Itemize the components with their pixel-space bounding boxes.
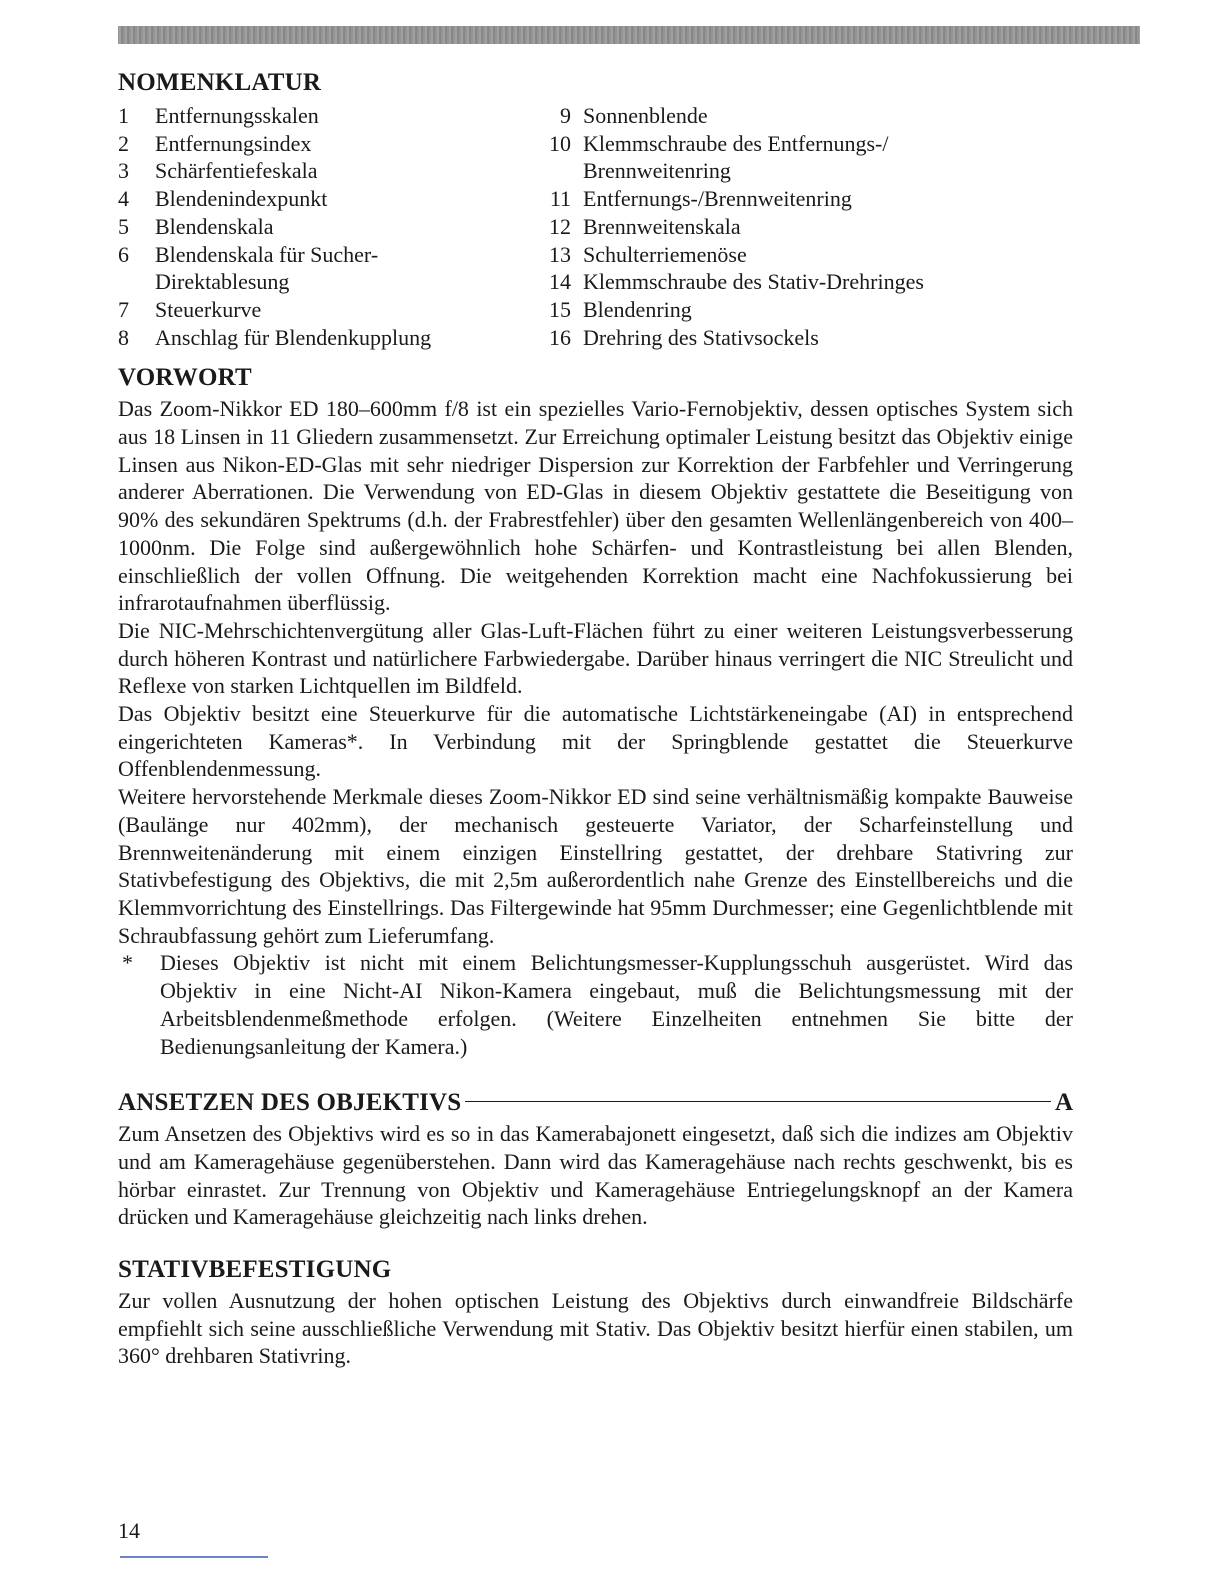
ansetzen-paragraph: Zum Ansetzen des Objektivs wird es so in das Kamerabajonett eingesetzt, daß sich die indizes am Objektiv und am Kameragehäuse gegenüberstehen. Dann wird das Kameragehäuse nach rechts geschwenkt, bis es hörbar einrastet. Zur Trennung von Objektiv und Kameragehäuse Entriegelungsknopf an der Kamera drücken und Kameragehäuse gleichzeitig nach links drehen. <box>118 1121 1073 1230</box>
item-label: Blendenring <box>583 296 692 322</box>
item-label: Schulterriemenöse <box>583 241 747 267</box>
list-item <box>533 130 1073 185</box>
list-item <box>118 241 533 296</box>
nomenclature-left-column <box>118 102 533 351</box>
list-item <box>118 213 533 241</box>
list-item <box>118 130 533 158</box>
list-item <box>118 185 533 213</box>
nomenklatur-heading: NOMENKLATUR <box>118 69 322 96</box>
item-label: Entfernungsindex <box>155 130 312 156</box>
heading-leader-line <box>465 1101 1051 1102</box>
item-number: 7 <box>118 296 129 322</box>
item-number: 11 <box>549 186 571 212</box>
list-item <box>533 185 1073 213</box>
list-item <box>118 102 533 130</box>
stativ-paragraph: Zur vollen Ausnutzung der hohen optischen Leistung des Objektivs durch einwandfreie Bildschärfe empfiehlt sich seine ausschließliche Verwendung mit Stativ. Das Objektiv besitzt hierfür einen stabilen, um 360° drehbaren Stativring. <box>118 1288 1073 1369</box>
nomenclature-right-column <box>533 102 1073 351</box>
list-item <box>118 296 533 324</box>
ansetzen-heading: ANSETZEN DES OBJEKTIVS <box>118 1089 462 1117</box>
item-number: 9 <box>560 103 571 128</box>
list-item <box>533 296 1073 324</box>
footnote <box>118 949 1073 1060</box>
nomenclature-list <box>118 102 1073 351</box>
item-number: 14 <box>549 269 571 295</box>
item-label: Klemmschraube des Entfernungs-/ Brennweitenring <box>583 130 889 184</box>
item-label: Schärfentiefeskala <box>155 158 318 184</box>
item-label: Blendenindexpunkt <box>155 186 328 212</box>
item-label: Blendenskala für Sucher- Direktablesung <box>155 241 379 295</box>
item-number: 2 <box>118 130 129 156</box>
item-number: 5 <box>118 213 129 239</box>
header-bar <box>118 26 1140 44</box>
item-number: 12 <box>549 213 571 239</box>
item-label: Steuerkurve <box>155 296 262 322</box>
item-number: 16 <box>549 324 571 350</box>
footnote-text: Dieses Objektiv ist nicht mit einem Belichtungsmesser-Kupplungsschuh ausgerüstet. Wird das Objektiv in eine Nicht-AI Nikon-Kamera eingebaut, muß die Belichtungsmessung mit der Arbeitsblendenmeßmethode erfolgen. (Weitere Einzelheiten entnehmen Sie bitte der Bedienungsanleitung der Kamera.) <box>160 950 1073 1059</box>
stativ-section <box>118 1253 1073 1370</box>
item-number: 4 <box>118 186 129 212</box>
item-label: Sonnenblende <box>583 103 708 128</box>
item-number: 3 <box>118 158 129 184</box>
item-label: Drehring des Stativsockels <box>583 324 819 350</box>
item-number: 15 <box>549 296 571 322</box>
vorwort-paragraph: Das Objektiv besitzt eine Steuerkurve für die automatische Lichtstärkeneingabe (AI) in entsprechend eingerichteten Kameras*. In Verbindung mit der Springblende gestattet die Steuerkurve Offenblendenmessung. <box>118 701 1073 782</box>
item-label: Entfernungs-/Brennweitenring <box>583 186 852 212</box>
item-label: Brennweitenskala <box>583 213 741 239</box>
item-label: Blendenskala <box>155 213 274 239</box>
item-number: 6 <box>118 241 129 267</box>
list-item <box>533 324 1073 352</box>
list-item <box>118 324 533 352</box>
vorwort-section <box>118 361 1073 1060</box>
list-item <box>533 268 1073 296</box>
vorwort-paragraph: Das Zoom-Nikkor ED 180–600mm f/8 ist ein spezielles Vario-Fernobjektiv, dessen optisches System sich aus 18 Linsen in 11 Gliedern zusammensetzt. Zur Erreichung optimaler Leistung besitzt das Objektiv einige Linsen aus Nikon-ED-Glas mit sehr niedriger Dispersion zur Korrektion der Farbfehler und Verringerung anderer Aberrationen. Die Verwendung von ED-Glas in diesem Objektiv gestattete die Beseitigung von 90% des sekundären Spektrums (d.h. der Frabrestfehler) über den gesamten Wellenlängenbereich von 400–1000nm. Die Folge sind außergewöhnlich hohe Schärfen- und Kontrastleistung bei allen Blenden, einschließlich der vollen Offnung. Die weitgehenden Korrektion macht eine Nachfokussierung bei infrarotaufnahmen überflüssig. <box>118 396 1073 616</box>
item-number: 1 <box>118 103 129 128</box>
vorwort-heading: VORWORT <box>118 364 252 392</box>
vorwort-paragraph: Die NIC-Mehrschichtenvergütung aller Glas-Luft-Flächen führt zu einer weiteren Leistungsverbesserung durch höheren Kontrast und natürlichere Farbwiedergabe. Darüber hinaus verringert die NIC Streulicht und Reflexe von starken Lichtquellen im Bildfeld. <box>118 617 1073 699</box>
item-number: 13 <box>549 241 571 267</box>
list-item <box>533 213 1073 241</box>
page-number: 14 <box>118 1518 140 1543</box>
stativ-heading: STATIVBEFESTIGUNG <box>118 1256 392 1284</box>
page-content <box>118 66 1073 1370</box>
footnote-mark: * <box>122 950 133 976</box>
ansetzen-section <box>118 1086 1073 1231</box>
item-label: Anschlag für Blendenkupplung <box>155 324 432 350</box>
item-number: 10 <box>549 130 571 156</box>
list-item <box>533 102 1073 130</box>
bottom-rule <box>120 1556 268 1558</box>
list-item <box>118 157 533 185</box>
ansetzen-heading-row <box>118 1086 1073 1120</box>
figure-reference: A <box>1054 1089 1073 1117</box>
list-item <box>533 241 1073 269</box>
item-number: 8 <box>118 324 129 350</box>
item-label: Entfernungsskalen <box>155 103 319 128</box>
item-label: Klemmschraube des Stativ-Drehringes <box>583 269 924 295</box>
nomenklatur-section <box>118 66 1073 351</box>
vorwort-paragraph: Weitere hervorstehende Merkmale dieses Zoom-Nikkor ED sind seine verhältnismäßig kompakte Bauweise (Baulänge nur 402mm), der mechanisch gesteuerte Variator, der Scharfeinstellung und Brennweitenänderung mit einem einzigen Einstellring gestattet, der drehbare Stativring zur Stativbefestigung des Objektivs, die mit 2,5m außerordentlich nahe Grenze des Einstellbereichs und die Klemmvorrichtung des Einstellrings. Das Filtergewinde hat 95mm Durchmesser; eine Gegenlichtblende mit Schraubfassung gehört zum Lieferumfang. <box>118 784 1073 948</box>
